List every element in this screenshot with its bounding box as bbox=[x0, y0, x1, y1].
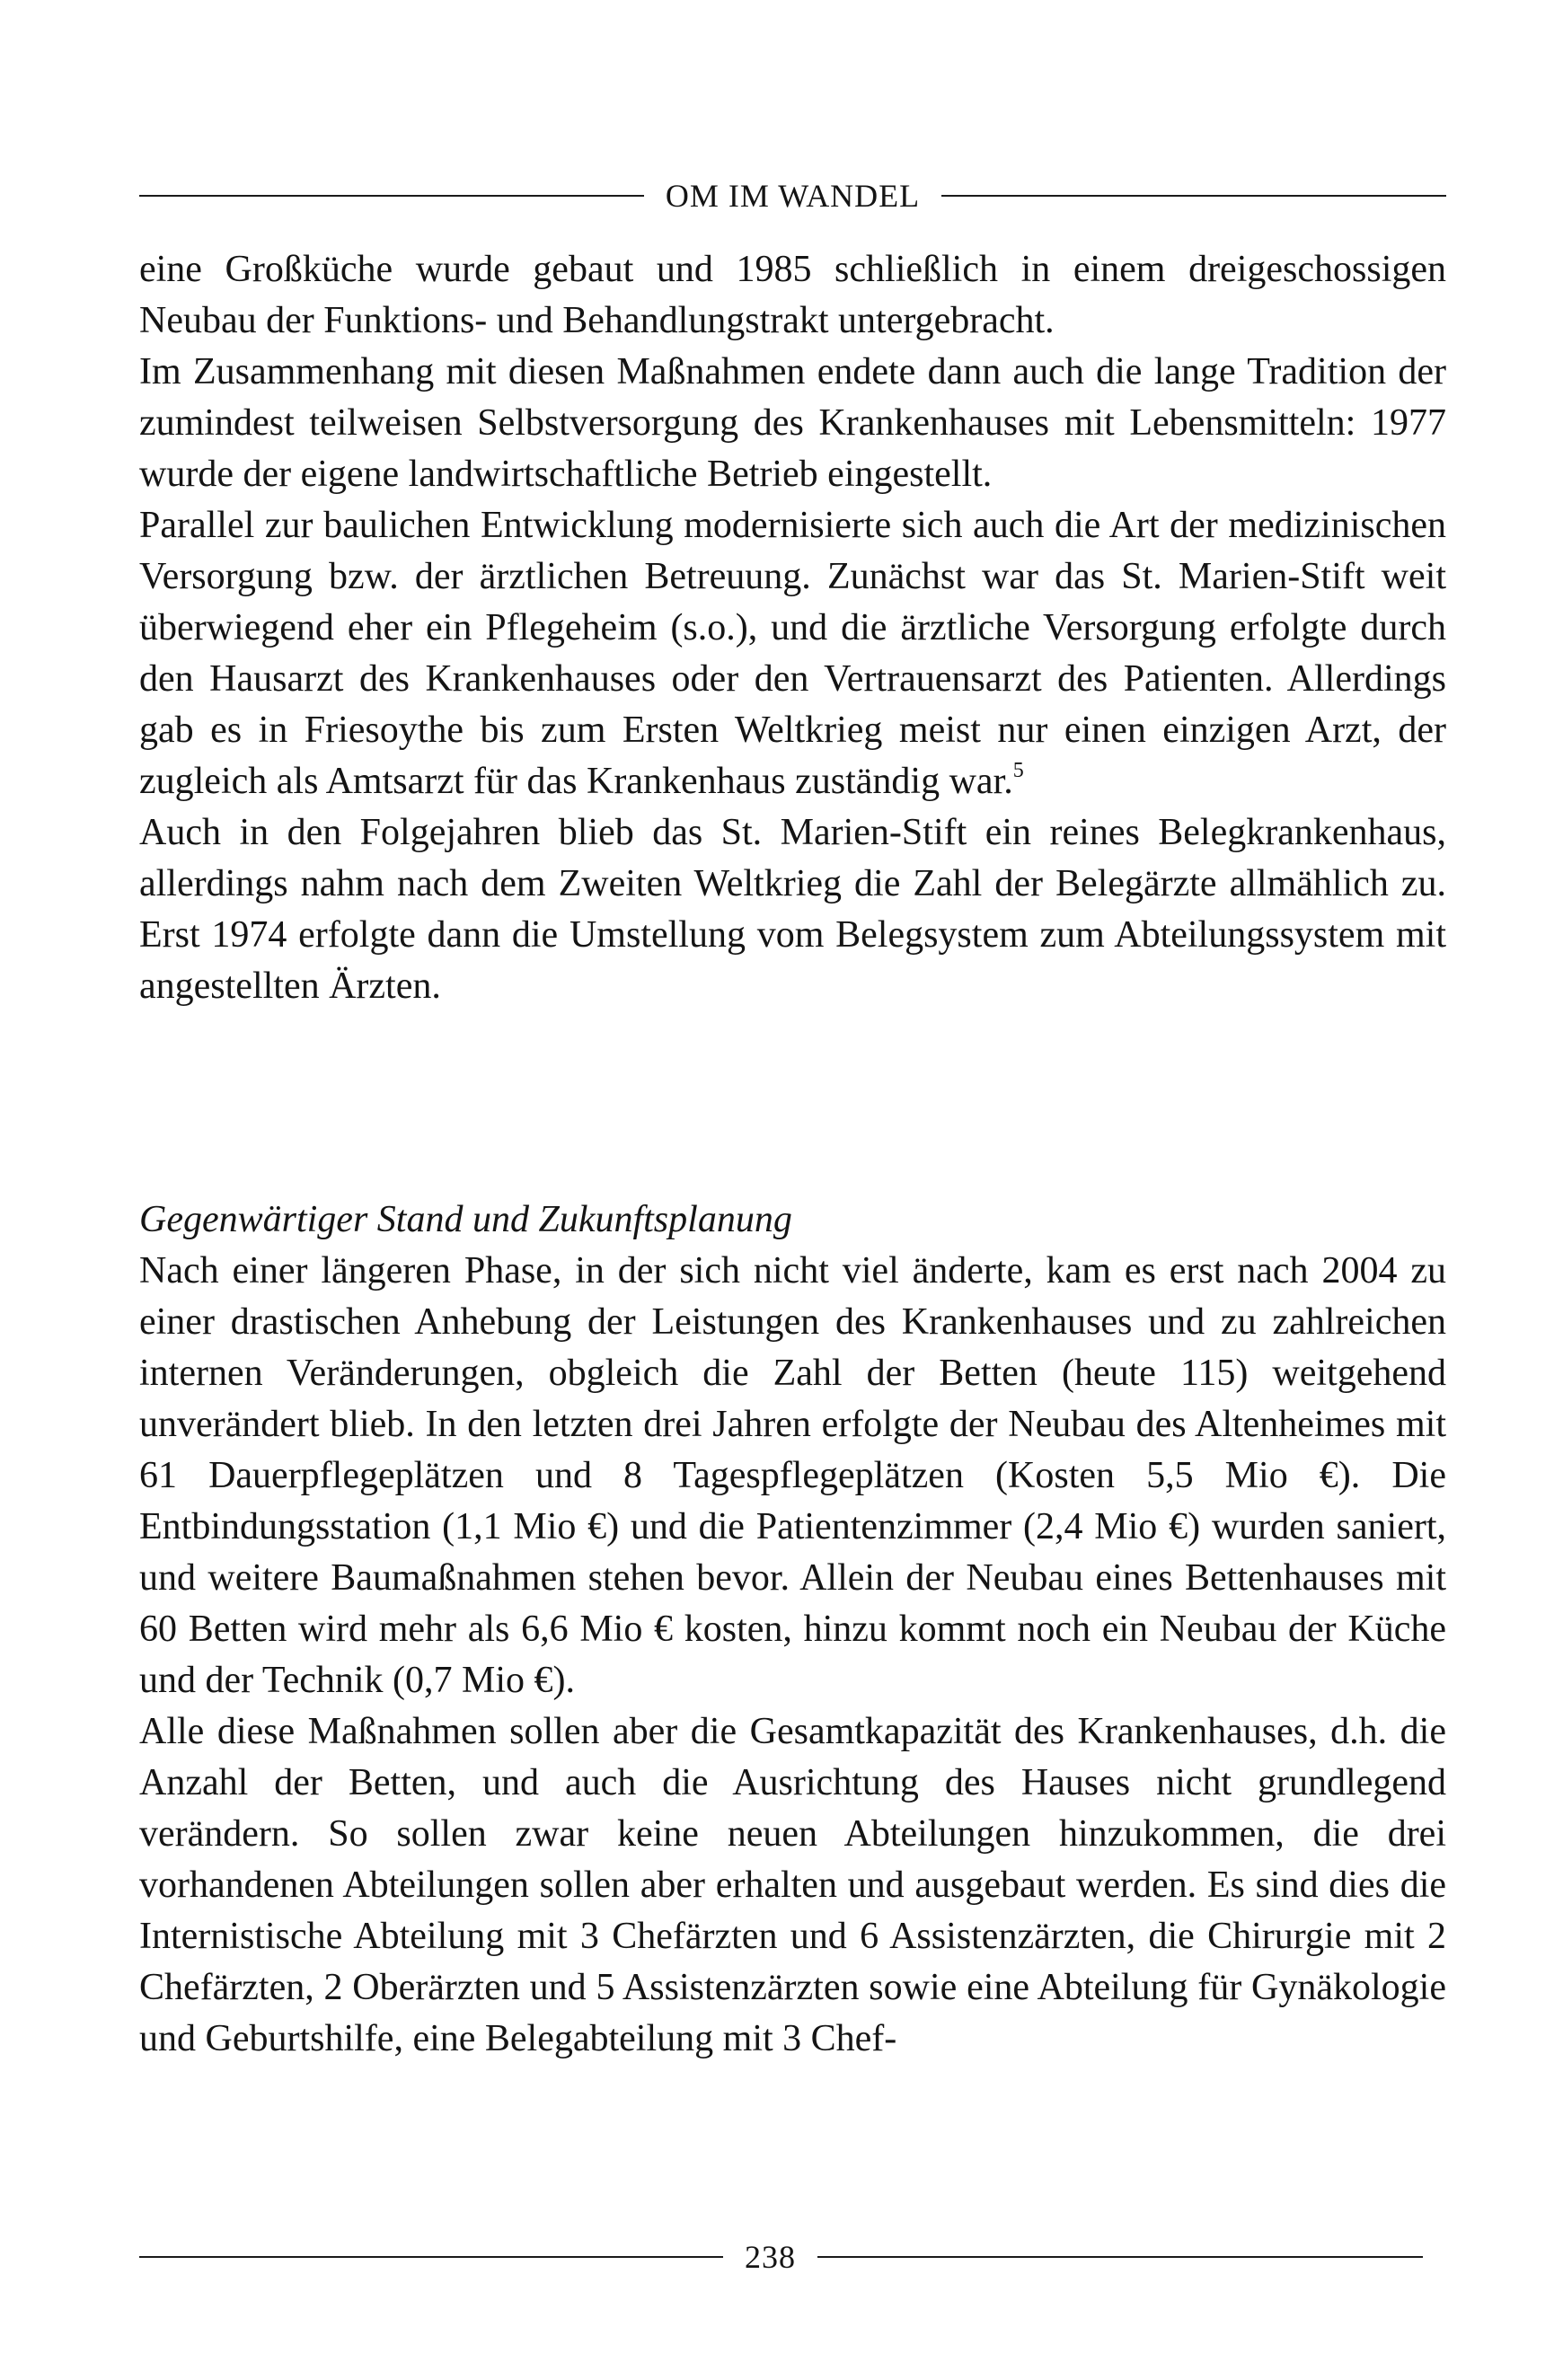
book-page bbox=[139, 0, 1446, 2380]
running-header bbox=[139, 180, 1446, 212]
footer-rule-right bbox=[817, 2256, 1423, 2258]
paragraph: eine Großküche wurde gebaut und 1985 schließlich in einem dreigeschossigen Neubau der Funktions- und Behandlungstrakt untergebracht. bbox=[139, 249, 1446, 341]
paragraph bbox=[139, 500, 1446, 807]
body-text-top bbox=[139, 244, 1446, 1012]
paragraph: Im Zusammenhang mit diesen Maßnahmen endete dann auch die lange Tradition der zumindest teilweisen Selbstversorgung des Krankenhauses mit Lebensmitteln: 1977 wurde der eigene landwirtschaftliche Betrieb eingestellt. bbox=[139, 351, 1446, 495]
section-heading: Gegenwärtiger Stand und Zukunftsplanung bbox=[139, 1199, 792, 1240]
paragraph: Nach einer längeren Phase, in der sich nicht viel änderte, kam es erst nach 2004 zu einer drastischen Anhebung der Leistungen des Krankenhauses und zu zahlreichen internen Veränderungen, obgleich die Zahl der Betten (heute 115) weitgehend unverändert blieb. In den letzten drei Jahren erfolgte der Neubau des Altenheimes mit 61 Dauerpflegeplätzen und 8 Tagespflegeplätzen (Kosten 5,5 Mio €). Die Entbindungsstation (1,1 Mio €) und die Patientenzimmer (2,4 Mio €) wurden saniert, und weitere Baumaßnahmen stehen bevor. Allein der Neubau eines Bettenhauses mit 60 Betten wird mehr als 6,6 Mio € kosten, hinzu kommt noch ein Neubau der Küche und der Technik (0,7 Mio €). bbox=[139, 1250, 1446, 1701]
paragraph-text: Parallel zur baulichen Entwicklung modernisierte sich auch die Art der medizinischen Versorgung bzw. der ärztlichen Betreuung. Zunächst war das St. Marien-Stift weit überwiegend eher ein Pflegeheim (s.o.), und die ärztliche Versorgung erfolgte durch den Hausarzt des Krankenhauses oder den Vertrauensarzt des Patienten. Allerdings gab es in Friesoythe bis zum Ersten Weltkrieg meist nur einen einzigen Arzt, der zugleich als Amtsarzt für das Krankenhaus zuständig war. bbox=[139, 505, 1446, 802]
page-number: 238 bbox=[745, 2239, 796, 2275]
footnote-marker: 5 bbox=[1012, 759, 1024, 782]
paragraph: Alle diese Maßnahmen sollen aber die Gesamtkapazität des Krankenhauses, d.h. die Anzahl der Betten, und auch die Ausrichtung des Hauses nicht grundlegend verändern. So sollen zwar keine neuen Abteilungen hinzukommen, die drei vorhandenen Abteilungen sollen aber erhalten und ausgebaut werden. Es sind dies die Internistische Abteilung mit 3 Chefärzten und 6 Assistenzärzten, die Chirurgie mit 2 Chefärzten, 2 Oberärzten und 5 Assistenzärzten sowie eine Abteilung für Gynäkologie und Geburtshilfe, eine Belegabteilung mit 3 Chef- bbox=[139, 1711, 1446, 2059]
running-title: OM IM WANDEL bbox=[665, 178, 921, 214]
paragraph: Auch in den Folgejahren blieb das St. Marien-Stift ein reines Belegkrankenhaus, allerdings nahm nach dem Zweiten Weltkrieg die Zahl der Belegärzte allmählich zu. Erst 1974 erfolgte dann die Umstellung vom Belegsystem zum Abteilungssystem mit angestellten Ärzten. bbox=[139, 812, 1446, 1007]
footer-rule-left bbox=[139, 2256, 723, 2258]
page-footer bbox=[139, 2241, 1446, 2273]
body-text-section bbox=[139, 1246, 1446, 2065]
header-rule-left bbox=[139, 195, 644, 197]
header-rule-right bbox=[941, 195, 1446, 197]
